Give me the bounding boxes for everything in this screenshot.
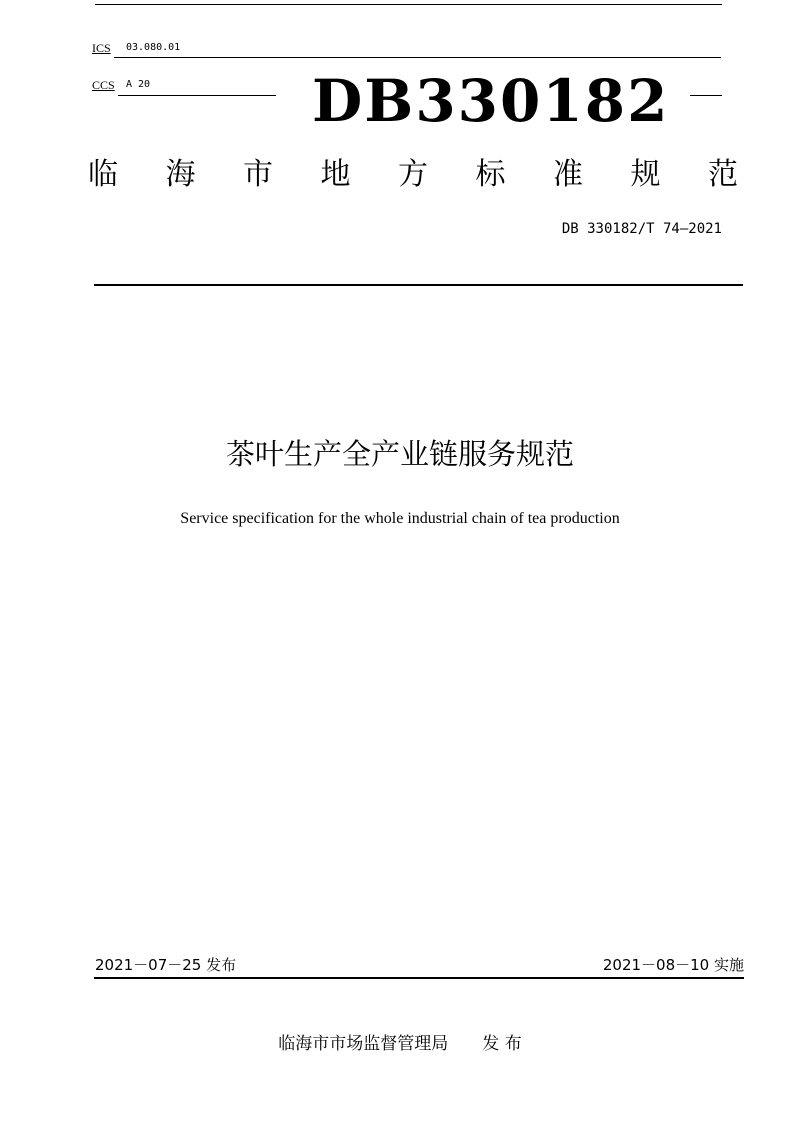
standard-number: DB 330182/T 74—2021 (561, 221, 722, 237)
ics-code: 03.080.01 (126, 42, 181, 53)
ccs-label: CCS (92, 78, 115, 92)
standard-type-char: 地 (320, 157, 351, 192)
standard-type-char: 临 (88, 157, 118, 192)
document-title-cn: 茶叶生产全产业链服务规范 (225, 437, 574, 471)
standard-type-row (88, 155, 738, 195)
issuer-name: 临海市市场监督管理局 (278, 1034, 449, 1054)
header-divider (94, 284, 743, 286)
ccs-underline (118, 95, 276, 96)
document-title-en: Service specification for the whole industrial chain of tea production (180, 510, 620, 527)
standard-type-char: 市 (243, 157, 273, 192)
standard-code-title: DB330182 (312, 67, 670, 135)
standard-type-char: 准 (553, 157, 583, 192)
ics-underline (114, 57, 721, 58)
standard-type-char: 标 (475, 157, 506, 192)
standard-type-char: 范 (708, 157, 738, 192)
issuer-action: 发 布 (482, 1034, 522, 1054)
top-rule (95, 4, 722, 5)
date-divider (94, 977, 744, 979)
issuer-row (0, 1033, 800, 1055)
code-trailing-rule (690, 95, 722, 96)
standard-type-char: 规 (630, 157, 661, 192)
standard-type-char: 方 (398, 157, 428, 192)
publish-date: 2021－07－25 发布 (95, 956, 237, 974)
ccs-code: A 20 (126, 79, 151, 90)
implement-date: 2021－08－10 实施 (602, 956, 744, 974)
ics-label: ICS (92, 41, 111, 55)
standard-type-char: 海 (165, 157, 196, 192)
